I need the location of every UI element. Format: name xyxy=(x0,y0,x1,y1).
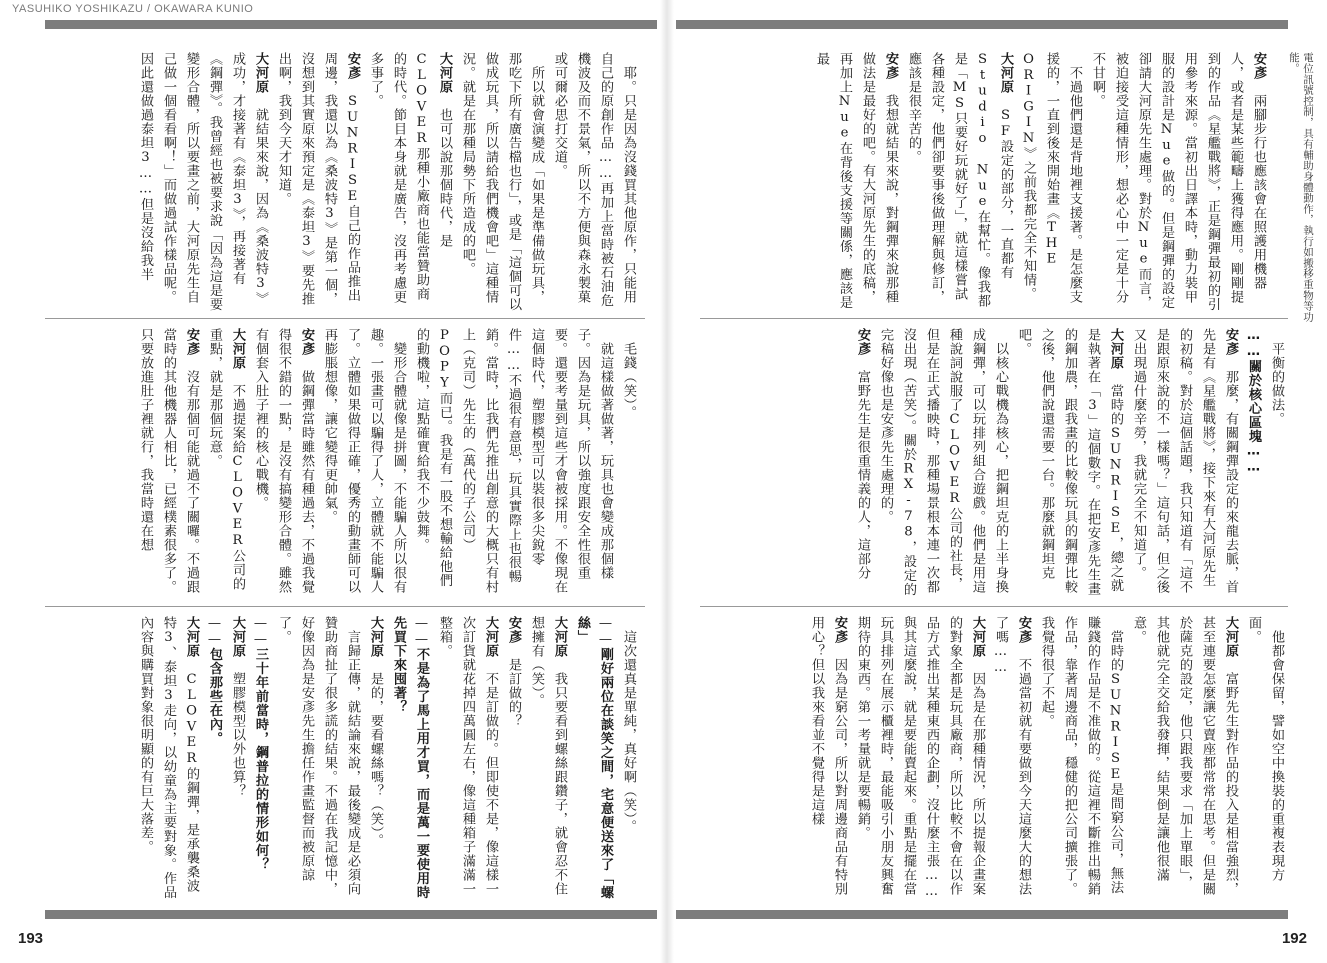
dialogue-paragraph xyxy=(249,616,272,901)
speech-text: SF設定的部分，一直都有Studio Nue在幫忙。像我都是「MS只要好玩就好了」，就這樣嘗試各種設定，他們卻要事後做理解與修訂，應該是很辛苦的。 xyxy=(906,52,1013,308)
speech-text: 沒有那個可能就過不了關囉。不過跟當時的其他機器人相比，已經樸素很多了。只要放進肚子裡就行，我當時還在想 xyxy=(138,328,199,594)
interviewer-question: 三十年前當時，鋼普拉的情形如何？ xyxy=(253,647,268,872)
paragraph-indent xyxy=(1269,328,1284,342)
dialogue-paragraph xyxy=(318,328,410,600)
dialogue-paragraph xyxy=(456,52,548,312)
speech-text: 我只要看到螺絲跟鑽子，就會忍不住想擁有（笑）。 xyxy=(529,616,567,896)
page-number-left: 193 xyxy=(18,930,44,947)
dialogue-paragraph xyxy=(134,616,203,901)
speaker-name: 安彥 xyxy=(1016,616,1031,644)
interviewer-question: 不是為了馬上用才買，而是萬一要使用時先買下來囤著？ xyxy=(391,616,429,900)
speaker-name: 大河原 xyxy=(970,616,985,658)
interviewer-question: 剛好兩位在談笑之間，宅意便送來了「螺絲」 xyxy=(575,616,613,900)
speaker-gap xyxy=(998,94,1013,108)
speaker-name: 安彥 xyxy=(345,52,360,80)
speaker-name: 大河原 xyxy=(230,616,245,658)
dialogue-paragraph xyxy=(249,328,318,600)
speaker-gap xyxy=(368,658,383,672)
speech-text: 耶。只是因為沒錢買其他原作，只能用自己的原創作品……再加上當時被石油危機波及而不景氣，所以不方便與森永製菓或可爾必思打交道。 xyxy=(552,52,636,308)
paragraph-indent xyxy=(1067,52,1082,66)
speaker-gap xyxy=(883,80,898,94)
speaker-gap xyxy=(253,94,268,108)
speaker-name: 安彥 xyxy=(883,52,898,80)
tier-divider xyxy=(700,606,1288,607)
speech-text: 變形合體就像是拼圖，不能騙人所以很有趣。一張畫可以騙得了人，立體就不能騙人了。立體如果做得正確，優秀的動畫師可以再膨脹想像，讓它變得更帥氣。 xyxy=(322,328,406,594)
speaker-gap xyxy=(184,658,199,672)
dialogue-paragraph xyxy=(617,328,640,600)
speech-text: 我想就結果來說，對鋼彈來說那種做法是最好的吧。有大河原先生的底稿，再加上Nue在背後支援等關係，應該是最 xyxy=(814,52,898,310)
speaker-gap xyxy=(437,94,452,108)
page-number-right: 192 xyxy=(1281,930,1307,947)
dialogue-paragraph xyxy=(203,328,249,600)
paragraph-indent xyxy=(1269,616,1284,630)
dialogue-paragraph xyxy=(1017,52,1086,312)
speech-text: 就這樣做著做著，玩具也會變成那個樣子。因為是玩具，所以強度跟安全性很重要。還要考量到這些才會被採用。不像現在這個時代，塑膠模型可以裝很多尖銳零件……不過很有意思，玩具實際上也很暢銷。當時，比我們先推出創意的大概只有村上（克司）先生的（萬代的子公司）POPY而已。我是有一股不想輸給他們的動機啦，這點確實給我不少鼓舞。 xyxy=(414,328,613,594)
dialogue-paragraph xyxy=(1035,616,1127,901)
paragraph-indent xyxy=(621,328,636,342)
left-page-tier-2 xyxy=(48,328,640,600)
speech-text: 塑膠模型以外也算？ xyxy=(230,672,245,798)
speech-text: 也可以說那個時代，是CLOVER那種小廠商也能當贊助商的時代。節目本身就是廣告，沒再考慮更多事了。 xyxy=(368,52,452,304)
dialogue-paragraph xyxy=(1242,616,1288,901)
speech-text: 以核心戰機為核心，把鋼坦克的上半身換成鋼彈，可以玩排列組合遊戲。他們是用這種說詞說服了CLOVER公司的社長，但是在正式播映時，那種場景根本連一次都沒出現（苦笑）。關於RX-78，設定的完稿好像也是安彥先生處理的。 xyxy=(878,328,1008,597)
speaker-name: 安彥 xyxy=(1223,328,1238,356)
left-page-tier-3 xyxy=(48,616,640,901)
question-dash: —— xyxy=(207,616,222,648)
speaker-gap xyxy=(299,356,314,370)
speaker-name: 大河原 xyxy=(1223,616,1238,658)
photo-caption: 電位訊號控制，具有輔助身體動作，執行如搬移重物等功能。 xyxy=(1288,52,1314,322)
question-dash: —— xyxy=(598,616,613,648)
paragraph-indent xyxy=(529,52,544,66)
speech-text: 是的，要看螺絲嗎？（笑）。 xyxy=(368,672,383,848)
tier-divider xyxy=(700,318,1288,319)
left-page-tier-1 xyxy=(48,52,640,312)
speech-text: 富野先生對作品的投入是相當強烈，甚至連要怎麼讓它賣座都常常在思考。但是關於薩克的設定，他只跟我要求「加上單眼」，其他就完全交給我發揮，結果倒是讓他很滿意。 xyxy=(1131,616,1238,896)
tier-divider xyxy=(45,318,645,319)
dialogue-paragraph xyxy=(1127,616,1242,901)
speaker-name: 大河原 xyxy=(253,52,268,94)
dialogue-paragraph xyxy=(272,52,364,312)
page-gutter xyxy=(660,0,674,963)
dialogue-paragraph xyxy=(203,616,226,901)
speaker-name: 大河原 xyxy=(552,616,567,658)
speaker-gap xyxy=(1251,80,1266,94)
speaker-gap xyxy=(230,658,245,672)
speech-text: 他都會保留，譬如空中換裝的重複表現方面。 xyxy=(1246,616,1284,882)
speaker-name: 大河原 xyxy=(998,52,1013,94)
interviewer-question: 包含那些在內。 xyxy=(207,647,222,746)
speaker-name: 安彥 xyxy=(832,616,847,644)
speaker-name: 大河原 xyxy=(437,52,452,94)
speech-text: 所以就會演變成「如果是準備做玩具，那吃下所有廣告檔也行」，或是「這個可以做成玩具，所以請給我們機會吧」這種情況。就是在那種局勢下所造成的吧。 xyxy=(460,52,544,312)
speech-text: 不過他們還是背地裡支援著。是怎麼支援的，一直到後來開始畫《THE ORIGIN》之前我都完全不知情。 xyxy=(1021,52,1082,304)
bottom-rule-left xyxy=(45,910,657,919)
top-rule-right xyxy=(676,20,1288,29)
speech-text: 因為是在那種情況，所以提報企畫案的對象全都是玩具廠商，所以比較不會在以作品方式推出某種東西的企劃，沒什麼主張……與其這麼說，就是要能賣起來。重點是擺在當玩具排列在展示櫃裡時，最能吸引小朋友興奮期待的東西。第一考量就是要暢銷。 xyxy=(855,616,985,900)
speaker-gap xyxy=(832,644,847,658)
speech-text: CLOVER的鋼彈，是承襲桑波特3、泰坦3走向，以幼童為主要對象。作品內容與購買對象很明顯的有巨大落差。 xyxy=(138,616,199,900)
paragraph-indent xyxy=(621,616,636,630)
bottom-rule-right xyxy=(676,910,1288,919)
speaker-gap xyxy=(1223,356,1238,370)
top-rule-left xyxy=(45,20,657,29)
speaker-name: 大河原 xyxy=(1108,328,1123,370)
speaker-name: 大河原 xyxy=(230,328,245,370)
speaker-name: 大河原 xyxy=(184,616,199,658)
speech-text: 言歸正傳，就結論來說，最後變成是必須向贊助商扯了很多謊的結果。不過在我記憶中，好像因為是安彥先生擔任作畫監督而被原諒了。 xyxy=(276,616,360,896)
dialogue-paragraph xyxy=(433,616,502,901)
dialogue-paragraph xyxy=(1086,52,1270,312)
speech-text: 是訂做的？ xyxy=(506,658,521,728)
dialogue-paragraph xyxy=(410,328,617,600)
speaker-gap xyxy=(1223,658,1238,672)
speech-text: SUNRISE自己的作品推出周邊，我還以為《桑波特3》是第一個，沒想到其實原來預定是《泰坦3》要先推出啊，我到今天才知道。 xyxy=(276,52,360,306)
speech-text: 那麼，有關鋼彈設定的來龍去脈，首先是有《星艦戰將》，接下來有大河原先生的初稿。對於這個話題，我只知道有「這不是跟原來說的不一樣嗎？」這句話，但之後又出現過什麼辛勞，我就完全不知道了。 xyxy=(1131,328,1238,594)
dialogue-paragraph xyxy=(874,328,1012,600)
paragraph-indent xyxy=(391,328,406,342)
speech-text: 不是訂做的。但即使不是，像這樣一次訂貨就花掉四萬圓左右，像這種箱子滿滿一整箱。 xyxy=(437,616,498,896)
paragraph-indent xyxy=(345,616,360,630)
dialogue-paragraph xyxy=(1242,328,1265,600)
speaker-name: 安彥 xyxy=(184,328,199,356)
speech-text: 富野先生是很重情義的人，這部分 xyxy=(855,370,870,580)
speaker-name: 安彥 xyxy=(506,616,521,644)
dialogue-paragraph xyxy=(134,328,203,600)
dialogue-paragraph xyxy=(226,616,249,901)
running-title: YASUHIKO YOSHIKAZU / OKAWARA KUNIO xyxy=(12,3,254,15)
dialogue-paragraph xyxy=(548,52,640,312)
dialogue-paragraph xyxy=(272,616,364,901)
paragraph-indent xyxy=(621,52,636,66)
speaker-gap xyxy=(506,644,521,658)
speaker-gap xyxy=(552,658,567,672)
question-dash: —— xyxy=(253,616,268,648)
speech-text: 因為是窮公司，所以對周邊商品有特別用心？但以我來看並不覺得是這樣 xyxy=(809,616,847,896)
speech-text: 這次還真是單純，真好啊（笑）。 xyxy=(621,630,636,834)
dialogue-paragraph xyxy=(851,328,874,600)
dialogue-paragraph xyxy=(810,52,902,312)
right-page-tier-1 xyxy=(700,52,1270,312)
speech-text: 不過提案給CLOVER公司的重點，就是那個玩意。 xyxy=(207,328,245,591)
dialogue-paragraph xyxy=(387,616,433,901)
speaker-name: 安彥 xyxy=(1251,52,1266,80)
speaker-gap xyxy=(483,658,498,672)
speaker-gap xyxy=(184,356,199,370)
speech-text: 不過當初就有要做到今天這麼大的想法了嗎…… xyxy=(993,616,1031,896)
dialogue-paragraph xyxy=(525,616,571,901)
dialogue-paragraph xyxy=(805,616,851,901)
speech-text: 當時的SUNRISE，總之就是執著在「3」這個數字。在把安彥先生畫的鋼加農，跟我畫的比較像玩具的鋼彈比較之後，他們說還需要一台。那麼就鋼坦克吧。 xyxy=(1016,328,1123,596)
speaker-gap xyxy=(1016,644,1031,658)
paragraph-indent xyxy=(598,328,613,342)
dialogue-paragraph xyxy=(1127,328,1242,600)
speaker-name: 大河原 xyxy=(368,616,383,658)
speech-text: 兩腳步行也應該會在照護用機器人，或者是某些範疇上獲得應用。剛剛提到的作品《星艦戰將》，正是鋼彈最初的引用參考來源。當初出日譯本時，動力裝甲服的設計是Nue做的。但是鋼彈的設定卻請大河原先生處理。對於Nue而言，被迫接受這種情形，想必心中一定是十分不甘啊。 xyxy=(1090,52,1266,312)
paragraph-indent xyxy=(1108,616,1123,630)
dialogue-paragraph xyxy=(617,616,640,901)
dialogue-paragraph xyxy=(571,616,617,901)
dialogue-paragraph xyxy=(364,52,456,312)
question-dash: —— xyxy=(414,616,429,648)
right-page-tier-3 xyxy=(700,616,1288,901)
speaker-name: 安彥 xyxy=(299,328,314,356)
speaker-name: 大河原 xyxy=(483,616,498,658)
tier-divider xyxy=(45,606,645,607)
speaker-name: 安彥 xyxy=(855,328,870,356)
speech-text: 毛錢（笑）。 xyxy=(621,342,636,420)
speech-text: 平衡的做法。 xyxy=(1269,342,1284,426)
speech-text: 做鋼彈當時雖然有種過去，不過我覺得很不錯的一點，是沒有搞變形合體。雖然有個套入肚子裡的核心戰機。 xyxy=(253,328,314,594)
paragraph-indent xyxy=(993,328,1008,342)
dialogue-paragraph xyxy=(851,616,989,901)
speech-text: 就結果來說，因為《桑波特3》成功，才接著有《泰坦3》，再接著有《鋼彈》。我曾經也被要求說「因為這是要變形合體，所以要畫之前，大河原先生自己做一個看看啊！」而做過試作樣品呢。因此還做過泰坦3……但是沒給我半 xyxy=(138,52,268,312)
speech-text: 當時的SUNRISE是間窮公司，無法賺錢的作品是不准做的。從這裡不斷推出暢銷作品，靠著周邊商品，穩健的把公司擴張了。我覺得很了不起。 xyxy=(1039,616,1123,896)
speaker-gap xyxy=(855,356,870,370)
speaker-gap xyxy=(970,658,985,672)
dialogue-paragraph xyxy=(989,616,1035,901)
dialogue-paragraph xyxy=(1012,328,1127,600)
dialogue-paragraph xyxy=(1265,328,1288,600)
dialogue-paragraph xyxy=(364,616,387,901)
dialogue-paragraph xyxy=(134,52,272,312)
section-heading: ……關於核心區塊…… xyxy=(1246,328,1261,476)
right-page-tier-2 xyxy=(700,328,1288,600)
dialogue-paragraph xyxy=(502,616,525,901)
speaker-gap xyxy=(230,370,245,384)
speaker-gap xyxy=(1108,370,1123,384)
speaker-gap xyxy=(345,80,360,94)
dialogue-paragraph xyxy=(902,52,1017,312)
